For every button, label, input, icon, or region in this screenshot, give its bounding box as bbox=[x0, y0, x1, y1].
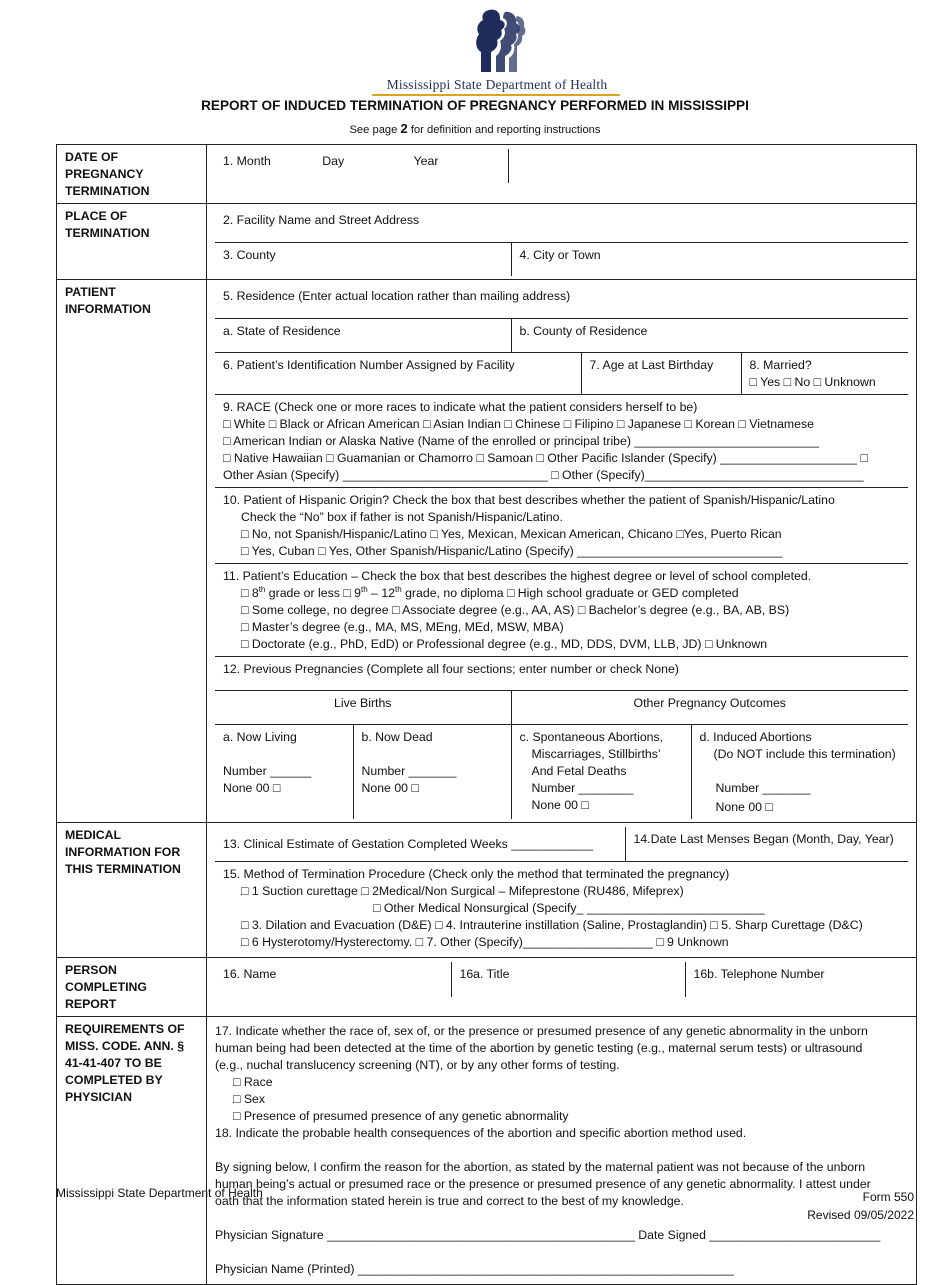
attestation-2: human being’s actual or presumed race or the presence or presumed presence of any genetic abnormality. I attest under bbox=[215, 1177, 871, 1191]
org-name: Mississippi State Department of Health bbox=[386, 77, 608, 92]
f9-options-4[interactable]: Other Asian (Specify) ______________________________ □ Other (Specify)________________________________ bbox=[223, 467, 864, 482]
form-number: Form 550 bbox=[862, 1190, 914, 1204]
section-date: DATE OF PREGNANCY TERMINATION bbox=[57, 145, 207, 204]
section-requirements: REQUIREMENTS OF MISS. CODE. ANN. § 41-41-407 TO BE COMPLETED BY PHYSICIAN bbox=[57, 1017, 207, 1285]
f8-options[interactable]: □ Yes □ No □ Unknown bbox=[749, 374, 876, 389]
field-spontaneous-abortions[interactable] bbox=[511, 724, 691, 819]
f12c-label-3: And Fetal Deaths bbox=[531, 763, 627, 778]
field-name[interactable]: 16. Name bbox=[215, 962, 451, 997]
field-residence[interactable]: 5. Residence (Enter actual location rather than mailing address) bbox=[215, 284, 908, 318]
f11-options-1[interactable]: □ 8th grade or less □ 9th – 12th grade, no diploma □ High school graduate or GED completed bbox=[241, 584, 739, 600]
field-now-living[interactable] bbox=[215, 724, 353, 819]
header-live-births: Live Births bbox=[215, 690, 511, 724]
report-form bbox=[56, 144, 917, 1285]
f12d-label-2: (Do NOT include this termination) bbox=[713, 746, 896, 761]
field-race[interactable] bbox=[215, 394, 908, 487]
field-county[interactable]: 3. County bbox=[215, 242, 511, 276]
field-title[interactable]: 16a. Title bbox=[451, 962, 685, 997]
physician-requirements bbox=[207, 1017, 917, 1285]
f17-sex-checkbox[interactable]: □ Sex bbox=[233, 1092, 266, 1106]
f12c-none[interactable]: None 00 □ bbox=[531, 797, 589, 812]
attestation-3: oath that the information stated herein is true and correct to the best of my knowledge. bbox=[215, 1194, 684, 1208]
field-induced-abortions[interactable] bbox=[691, 724, 908, 819]
field-previous-pregnancies: 12. Previous Pregnancies (Complete all four sections; enter number or check None) bbox=[215, 656, 908, 690]
f11-options-2[interactable]: □ Some college, no degree □ Associate degree (e.g., AA, AS) □ Bachelor’s degree (e.g., BA, AB, BS) bbox=[241, 602, 790, 617]
field-date-of-termination[interactable] bbox=[215, 149, 508, 183]
f12c-label-1: c. Spontaneous Abortions, bbox=[519, 729, 664, 744]
subtitle-page-number: 2 bbox=[400, 121, 408, 136]
footer-org: Mississippi State Department of Health bbox=[56, 1186, 263, 1200]
f12b-none[interactable]: None 00 □ bbox=[361, 780, 419, 795]
f12a-number[interactable]: Number ______ bbox=[223, 763, 312, 778]
section-place: PLACE OF TERMINATION bbox=[57, 204, 207, 280]
msdh-profiles-logo-icon bbox=[467, 8, 527, 74]
field-age[interactable]: 7. Age at Last Birthday bbox=[581, 352, 741, 394]
f15-options-4[interactable]: □ 6 Hysterotomy/Hysterectomy. □ 7. Other (Specify)___________________ □ 9 Unknown bbox=[241, 935, 729, 949]
field-termination-method[interactable] bbox=[215, 862, 908, 955]
field-date-entry[interactable] bbox=[508, 149, 908, 183]
field-county-of-residence[interactable]: b. County of Residence bbox=[511, 318, 908, 352]
f11-options-4[interactable]: □ Doctorate (e.g., PhD, EdD) or Professional degree (e.g., MD, DDS, DVM, LLB, JD) □ Unknown bbox=[241, 636, 768, 651]
physician-name-line[interactable]: Physician Name (Printed) _______________________________________________________ bbox=[215, 1262, 734, 1276]
field-patient-id[interactable]: 6. Patient’s Identification Number Assigned by Facility bbox=[215, 352, 581, 394]
f17-text-3: (e.g., nuchal translucency screening (NT), or by any other forms of testing. bbox=[215, 1058, 620, 1072]
msdh-logo bbox=[372, 8, 622, 96]
section-medical: MEDICAL INFORMATION FOR THIS TERMINATION bbox=[57, 822, 207, 958]
field-state-of-residence[interactable]: a. State of Residence bbox=[215, 318, 511, 352]
f12d-label-1: d. Induced Abortions bbox=[699, 729, 812, 744]
logo-underline bbox=[372, 94, 620, 96]
attestation-1: By signing below, I confirm the reason for the abortion, as stated by the maternal patient was not because of the unborn bbox=[215, 1160, 866, 1174]
f12c-label-2: Miscarriages, Stillbirths’ bbox=[531, 746, 661, 761]
f17-genetic-checkbox[interactable]: □ Presence of presumed presence of any genetic abnormality bbox=[233, 1109, 569, 1123]
field-facility[interactable]: 2. Facility Name and Street Address bbox=[215, 208, 908, 242]
f12d-none[interactable]: None 00 □ bbox=[715, 799, 773, 814]
section-person-completing: PERSON COMPLETING REPORT bbox=[57, 958, 207, 1017]
f1-month-label: 1. Month bbox=[223, 154, 271, 168]
f12a-label: a. Now Living bbox=[223, 729, 297, 744]
f1-year-label: Year bbox=[413, 154, 439, 168]
field-now-dead[interactable] bbox=[353, 724, 511, 819]
f10-options-2[interactable]: □ Yes, Cuban □ Yes, Other Spanish/Hispanic/Latino (Specify) ______________________________ bbox=[241, 543, 783, 558]
field-hispanic-origin[interactable] bbox=[215, 487, 908, 563]
section-patient: PATIENT INFORMATION bbox=[57, 280, 207, 823]
f9-options-3[interactable]: □ Native Hawaiian □ Guamanian or Chamorro □ Samoan □ Other Pacific Islander (Specify) ____________________ □ bbox=[223, 450, 868, 465]
subtitle-pre: See page bbox=[349, 124, 401, 136]
f12a-none[interactable]: None 00 □ bbox=[223, 780, 281, 795]
f9-options-2[interactable]: □ American Indian or Alaska Native (Name of the enrolled or principal tribe) ___________________________ bbox=[223, 433, 820, 448]
field-married[interactable] bbox=[741, 352, 908, 394]
f17-text-1: 17. Indicate whether the race of, sex of, or the presence or presumed presence of any genetic abnormality in the unborn bbox=[215, 1024, 868, 1038]
footer-form-info bbox=[807, 1188, 914, 1224]
f10-note: Check the “No” box if father is not Spanish/Hispanic/Latino. bbox=[241, 509, 563, 524]
f11-label: 11. Patient’s Education – Check the box that best describes the highest degree or level of school completed. bbox=[223, 568, 812, 583]
field-education[interactable] bbox=[215, 563, 908, 656]
physician-signature-line[interactable]: Physician Signature _____________________________________________ Date Signed _________________________ bbox=[215, 1228, 881, 1242]
form-title: REPORT OF INDUCED TERMINATION OF PREGNANCY PERFORMED IN MISSISSIPPI bbox=[201, 98, 749, 113]
f9-label: 9. RACE (Check one or more races to indicate what the patient considers herself to be) bbox=[223, 399, 698, 414]
f15-options-1[interactable]: □ 1 Suction curettage □ 2Medical/Non Surgical – Mifeprestone (RU486, Mifeprex) bbox=[241, 884, 684, 898]
f15-options-3[interactable]: □ 3. Dilation and Evacuation (D&E) □ 4. Intrauterine instillation (Saline, Prostaglandin) □ 5. Sharp Curettage (D&C) bbox=[241, 918, 863, 932]
f1-day-label: Day bbox=[322, 154, 345, 168]
f17-race-checkbox[interactable]: □ Race bbox=[233, 1075, 273, 1089]
f10-label: 10. Patient of Hispanic Origin? Check the box that best describes whether the patient of Spanish/Hispanic/Latino bbox=[223, 492, 835, 507]
f12d-number[interactable]: Number _______ bbox=[715, 780, 811, 795]
field-last-menses[interactable]: 14.Date Last Menses Began (Month, Day, Year) bbox=[625, 827, 908, 862]
f15-label: 15. Method of Termination Procedure (Check only the method that terminated the pregnancy) bbox=[223, 867, 730, 881]
revision-date: Revised 09/05/2022 bbox=[807, 1208, 914, 1222]
f8-label: 8. Married? bbox=[749, 357, 812, 372]
f12b-number[interactable]: Number _______ bbox=[361, 763, 457, 778]
f10-options-1[interactable]: □ No, not Spanish/Hispanic/Latino □ Yes, Mexican, Mexican American, Chicano □Yes, Puerto Rican bbox=[241, 526, 782, 541]
f12c-number[interactable]: Number ________ bbox=[531, 780, 634, 795]
field-gestation-weeks[interactable]: 13. Clinical Estimate of Gestation Completed Weeks ____________ bbox=[215, 827, 625, 862]
header-other-outcomes: Other Pregnancy Outcomes bbox=[511, 690, 908, 724]
f15-options-2[interactable]: □ Other Medical Nonsurgical (Specify_ __________________________ bbox=[373, 901, 765, 915]
f11-options-3[interactable]: □ Master’s degree (e.g., MA, MS, MEng, MEd, MSW, MBA) bbox=[241, 619, 564, 634]
f17-text-2: human being had been detected at the time of the abortion by genetic testing (e.g., maternal serum tests) or ultrasound bbox=[215, 1041, 863, 1055]
f12b-label: b. Now Dead bbox=[361, 729, 433, 744]
field-city[interactable]: 4. City or Town bbox=[511, 242, 908, 276]
f18-text: 18. Indicate the probable health consequences of the abortion and specific abortion method used. bbox=[215, 1126, 747, 1140]
f9-options-1[interactable]: □ White □ Black or African American □ Asian Indian □ Chinese □ Filipino □ Japanese □ Korean □ Vietnamese bbox=[223, 416, 814, 431]
form-subtitle bbox=[0, 121, 950, 136]
field-telephone[interactable]: 16b. Telephone Number bbox=[685, 962, 908, 997]
subtitle-post: for definition and reporting instructions bbox=[407, 124, 601, 136]
